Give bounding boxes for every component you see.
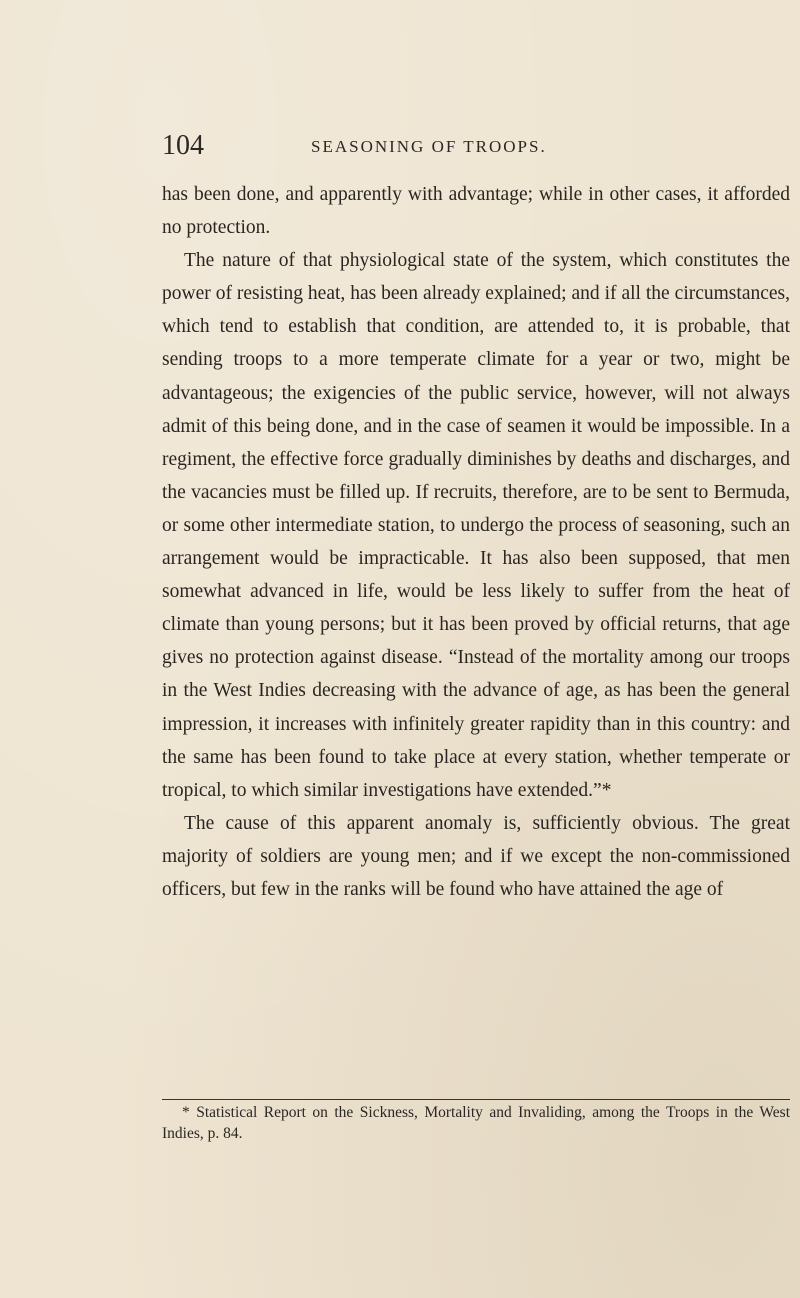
- page-number: 104: [162, 130, 204, 161]
- footnote: [162, 1102, 790, 1144]
- body-text: [162, 178, 790, 906]
- paragraph-continuation: has been done, and apparently with advantage; while in other cases, it afforded no protection.: [162, 184, 790, 239]
- footnote-text: * Statistical Report on the Sickness, Mortality and Invaliding, among the Troops in the West Indies, p. 84.: [162, 1104, 790, 1142]
- footnote-divider: [162, 1099, 790, 1100]
- running-head: SEASONING OF TROOPS.: [311, 137, 547, 156]
- paragraph-physiological-state: The nature of that physiological state of the system, which constitutes the power of resisting heat, has been already explained; and if all the circumstances, which tend to establish that condition, are attended to, it is probable, that sending troops to a more temperate climate for a year or two, might be advantageous; the exigencies of the public service, however, will not always admit of this being done, and in the case of seamen it would be impossible. In a regiment, the effective force gradually diminishes by deaths and discharges, and the vacancies must be filled up. If recruits, therefore, are to be sent to Bermuda, or some other intermediate station, to undergo the process of seasoning, such an arrangement would be impracticable. It has also been supposed, that men somewhat advanced in life, would be less likely to suffer from the heat of climate than young persons; but it has been proved by official returns, that age gives no protection against disease. “Instead of the mortality among our troops in the West Indies decreasing with the advance of age, as has been the general impression, it increases with infinitely greater rapidity than in this country: and the same has been found to take place at every station, whether temperate or tropical, to which similar investigations have extended.”*: [162, 250, 790, 801]
- paragraph-apparent-anomaly: The cause of this apparent anomaly is, sufficiently obvious. The great majority of soldiers are young men; and if we except the non-commissioned officers, but few in the ranks will be found who have attained the age of: [162, 812, 790, 900]
- page-header: [162, 130, 782, 170]
